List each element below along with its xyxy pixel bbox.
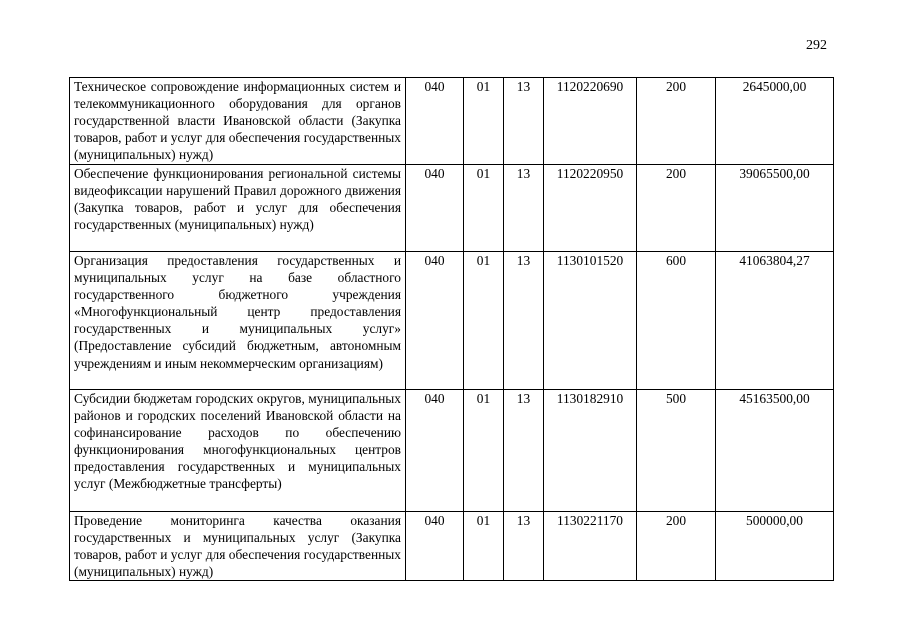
row-description: Техническое сопровождение информационных систем и телекоммуникационного оборудования для органов государственной власти Ивановской области (Закупка товаров, работ и услуг для обеспечения государственных (муниципальных) нужд) [70, 78, 406, 165]
table-row [70, 78, 834, 165]
table-row [70, 390, 834, 512]
row-description: Субсидии бюджетам городских округов, муниципальных районов и городских поселений Ивановской области на софинансирование расходов по обеспечению функционирования многофункциональных центров предоставления государственных и муниципальных услуг (Межбюджетные трансферты) [70, 390, 406, 512]
row-section-code: 01 [464, 512, 504, 581]
row-subsection-code: 13 [504, 78, 544, 165]
row-section-code: 01 [464, 165, 504, 252]
row-subsection-code: 13 [504, 165, 544, 252]
row-subsection-code: 13 [504, 252, 544, 390]
row-amount: 2645000,00 [716, 78, 834, 165]
row-amount: 39065500,00 [716, 165, 834, 252]
budget-table [69, 77, 834, 581]
row-expense-type: 200 [637, 512, 716, 581]
row-target-article: 1130182910 [544, 390, 637, 512]
row-target-article: 1130221170 [544, 512, 637, 581]
row-subsection-code: 13 [504, 512, 544, 581]
row-expense-type: 200 [637, 78, 716, 165]
row-ministry-code: 040 [406, 78, 464, 165]
row-expense-type: 200 [637, 165, 716, 252]
row-section-code: 01 [464, 78, 504, 165]
row-amount: 500000,00 [716, 512, 834, 581]
table-row [70, 512, 834, 581]
row-section-code: 01 [464, 390, 504, 512]
row-description: Проведение мониторинга качества оказания государственных и муниципальных услуг (Закупка товаров, работ и услуг для обеспечения государственных (муниципальных) нужд) [70, 512, 406, 581]
row-ministry-code: 040 [406, 390, 464, 512]
row-description: Обеспечение функционирования региональной системы видеофиксации нарушений Правил дорожного движения (Закупка товаров, работ и услуг для обеспечения государственных (муниципальных) нужд) [70, 165, 406, 252]
row-target-article: 1120220690 [544, 78, 637, 165]
page-number: 292 [806, 38, 827, 53]
row-expense-type: 600 [637, 252, 716, 390]
table-row [70, 252, 834, 390]
row-subsection-code: 13 [504, 390, 544, 512]
row-target-article: 1130101520 [544, 252, 637, 390]
row-target-article: 1120220950 [544, 165, 637, 252]
table-row [70, 165, 834, 252]
row-ministry-code: 040 [406, 512, 464, 581]
row-description: Организация предоставления государственных и муниципальных услуг на базе областного государственного бюджетного учреждения «Многофункциональный центр предоставления государственных и муниципальных услуг» (Предоставление субсидий бюджетным, автономным учреждениям и иным некоммерческим организациям) [70, 252, 406, 390]
row-expense-type: 500 [637, 390, 716, 512]
row-ministry-code: 040 [406, 252, 464, 390]
row-amount: 41063804,27 [716, 252, 834, 390]
row-ministry-code: 040 [406, 165, 464, 252]
row-amount: 45163500,00 [716, 390, 834, 512]
row-section-code: 01 [464, 252, 504, 390]
